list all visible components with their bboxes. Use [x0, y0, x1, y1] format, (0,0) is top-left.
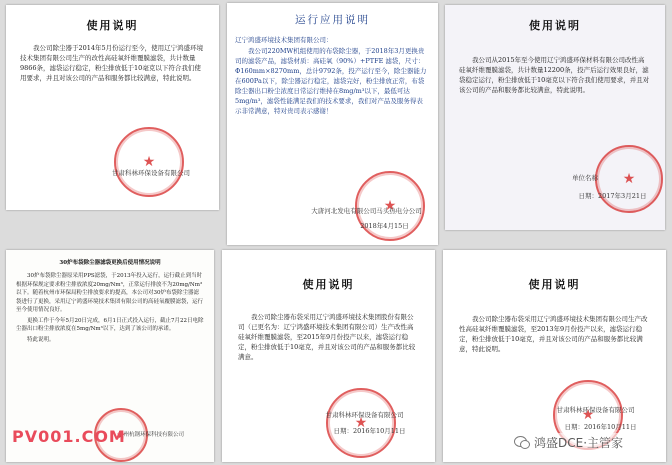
doc-title: 使用说明 — [528, 278, 581, 291]
doc-title: 使用说明 — [86, 19, 139, 32]
document-usage-note-1 — [6, 5, 219, 210]
doc-title: 30炉布袋除尘器滤袋更换后使用情况说明 — [59, 260, 161, 266]
doc-date: 日期：2016年10月11日 — [564, 423, 637, 431]
doc-date: 2018年4月15日 — [360, 222, 409, 230]
document-usage-note-2 — [445, 5, 665, 230]
doc-body: 我公司从2015年至今使用辽宁鸿盛环保材料有限公司改性高硅氧纤维覆膜滤袋，共计数量12200条，投产后运行效果良好，滤袋稳定运行，粉尘排放低于10毫克以下符合我们使用要求，并且对该公司的产品和服务都比较满意，特此说明。 — [459, 56, 650, 95]
document-usage-note-4 — [443, 250, 666, 462]
company-seal — [326, 388, 396, 458]
watermark-right — [510, 433, 627, 452]
doc-date: 日期：2017年3月21日 — [578, 192, 647, 200]
signer-name: 甘肃科林环保设备有限公司 — [556, 406, 635, 414]
signer-name: 甘肃科林环保设备有限公司 — [112, 169, 190, 177]
doc-title: 使用说明 — [529, 19, 581, 32]
doc-body: 我公司除尘器于2014年5月份运行至今，使用辽宁鸿盛环境技术集团有限公司生产的改性高硅氧纤维覆膜滤袋，共计数量9866条，滤袋运行稳定，粉尘排放低于10毫克以下符合我们使用要求，并且对该公司的产品和服务都比较满意，特此说明。 — [20, 44, 204, 83]
doc-body: 我公司除尘器布袋采用辽宁鸿盛环境技术集团有限公司生产改性高硅氧纤维覆膜滤袋，至2013年9月份投产以来，滤袋运行稳定，粉尘排放低于10毫克，并且对该公司的产品和服务都比较满意，特此说明。 — [459, 315, 648, 354]
doc-title: 运行应用说明 — [295, 14, 370, 26]
doc-title: 使用说明 — [302, 278, 355, 291]
watermark-right-text: 鸿盛DCE·主管家 — [534, 436, 624, 450]
company-seal — [114, 127, 184, 197]
doc-body: 我公司220MW机组使用的布袋除尘器，于2018年3月更换贵司的滤袋产品，滤袋材质：高硅氧（90%）+PTFE 滤袋，尺寸：Φ160mm×8270mm，总计9792条，投产运行至今，除尘器能力在600Pa以下，除尘器运行稳定，滤袋完好，粉尘排放正常，布袋除尘器出口粉尘浓度日常运行维持在8mg/m³以下，最低可达5mg/m³，滤袋性能满足我们的技术要求，我们对产品及服务得表示非常满意，特对贵司表示感谢！ — [235, 47, 427, 116]
signer-name: 单位名称 — [572, 174, 598, 182]
wechat-icon — [514, 436, 530, 449]
signer-name: 大唐河北发电有限公司马头热电分公司 — [311, 207, 422, 215]
signer-name: 甘肃科林环保设备有限公司 — [325, 411, 404, 419]
doc-date: 日期：2016年10月11日 — [333, 427, 406, 435]
doc-body-paragraph-2: 更换工作于今年5月20日完成，6月1日正式投入运行，截止7月22日电除尘器出口粉尘排放浓度在5mg/Nm³以下，达到了该公司的承诺。 — [16, 317, 204, 333]
document-usage-note-3 — [222, 250, 435, 462]
doc-body: 我公司除尘器布袋采用辽宁鸿盛环境技术集团股份有限公司（已更名为：辽宁鸿盛环境技术集团有限公司）生产改性高硅氧纤维覆膜滤袋，至2015年9月份投产以来，滤袋运行稳定，粉尘排放低于10毫克，并且对该公司的产品和服务都比较满意。 — [238, 313, 416, 362]
signer-name: 杭州杭钢环保科技有限公司 — [117, 432, 184, 438]
document-operation-note — [227, 3, 438, 245]
watermark-left: PV001.COM — [12, 427, 126, 446]
doc-body-paragraph-3: 特此说明。 — [27, 336, 55, 343]
doc-body-paragraph-1: 30炉布袋除尘器原采用PPS滤袋，于2013年投入运行，运行截止到当时根据环保规定要求粉尘排放浓度20mg/Nm³，正常运行排放不为20mg/Nm³ 以下。随着杭州市环保局粉尘排放要求的提高，本公司对30炉布袋除尘器滤袋进行了更换，采用辽宁鸿盛环境技术集团有限公司的高硅氧覆膜滤袋，运行至今使用情况良好。 — [16, 273, 204, 314]
doc-salutation: 辽宁鸿盛环境技术集团有限公司： — [235, 36, 333, 44]
